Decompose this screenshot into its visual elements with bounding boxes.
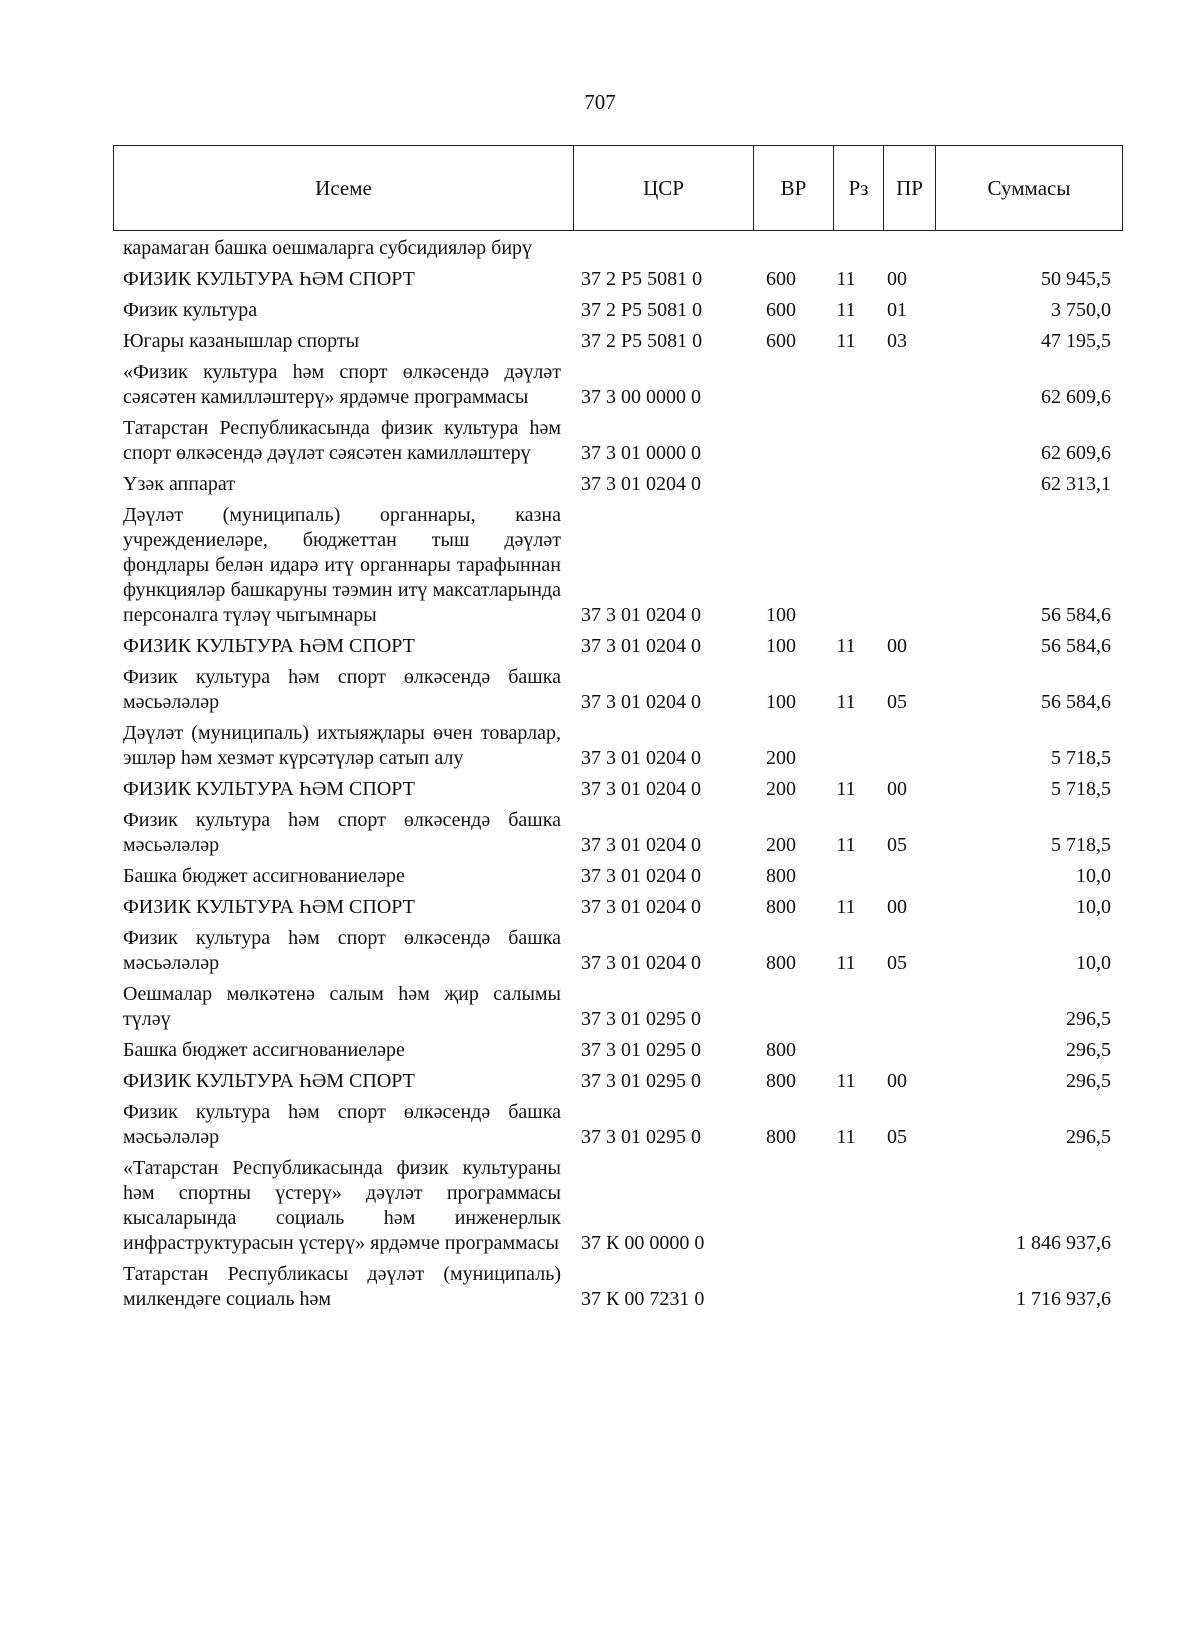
table-row bbox=[113, 360, 1123, 410]
row-pr: 05 bbox=[887, 691, 907, 713]
row-name: Физик культура һәм спорт өлкәсендә башка мәсьәләләр bbox=[123, 809, 561, 856]
table-row bbox=[113, 926, 1123, 976]
row-sum: 296,5 bbox=[1066, 1039, 1111, 1061]
row-pr: 00 bbox=[887, 896, 907, 918]
row-name: Башка бюджет ассигнованиеләре bbox=[123, 1039, 405, 1061]
row-csr: 37 3 01 0204 0 bbox=[581, 896, 701, 918]
row-name: ФИЗИК КУЛЬТУРА ҺӘМ СПОРТ bbox=[123, 268, 415, 290]
table-row bbox=[113, 329, 1123, 354]
row-name: карамаган башка оешмаларга субсидияләр бирү bbox=[123, 237, 533, 259]
row-vr: 800 bbox=[766, 1126, 796, 1148]
row-name: Башка бюджет ассигнованиеләре bbox=[123, 865, 405, 887]
table-row bbox=[113, 1069, 1123, 1094]
row-name: «Татарстан Республикасында физик культураны һәм спортны үстерү» дәүләт программасы кысаларында социаль һәм инженерлык инфраструктурасын үстерү» ярдәмче программасы bbox=[123, 1157, 561, 1254]
row-sum: 1 846 937,6 bbox=[1016, 1232, 1111, 1254]
row-csr: 37 3 01 0204 0 bbox=[581, 691, 701, 713]
row-name: ФИЗИК КУЛЬТУРА ҺӘМ СПОРТ bbox=[123, 1070, 415, 1092]
row-sum: 10,0 bbox=[1076, 952, 1111, 974]
row-vr: 100 bbox=[766, 635, 796, 657]
row-name: ФИЗИК КУЛЬТУРА ҺӘМ СПОРТ bbox=[123, 778, 415, 800]
row-name: Оешмалар мөлкәтенә салым һәм җир салымы түләү bbox=[123, 983, 561, 1030]
table-header bbox=[113, 145, 1123, 231]
row-sum: 62 609,6 bbox=[1041, 386, 1111, 408]
row-csr: 37 3 01 0295 0 bbox=[581, 1126, 701, 1148]
table-row bbox=[113, 721, 1123, 771]
table-row bbox=[113, 1156, 1123, 1256]
table-row bbox=[113, 864, 1123, 889]
row-vr: 200 bbox=[766, 834, 796, 856]
header-rz: Рз bbox=[834, 146, 884, 230]
row-name: Татарстан Республикасында физик культура һәм спорт өлкәсендә дәүләт сәясәтен камилләштерү bbox=[123, 417, 561, 464]
row-csr: 37 3 01 0204 0 bbox=[581, 604, 701, 626]
row-rz: 11 bbox=[836, 330, 856, 352]
row-name: Физик культура һәм спорт өлкәсендә башка мәсьәләләр bbox=[123, 927, 561, 974]
row-vr: 800 bbox=[766, 952, 796, 974]
row-sum: 296,5 bbox=[1066, 1126, 1111, 1148]
row-csr: 37 3 01 0204 0 bbox=[581, 635, 701, 657]
row-name: Физик культура һәм спорт өлкәсендә башка мәсьәләләр bbox=[123, 1101, 561, 1148]
row-rz: 11 bbox=[836, 778, 856, 800]
table-body bbox=[113, 236, 1123, 1318]
row-pr: 05 bbox=[887, 834, 907, 856]
row-pr: 00 bbox=[887, 778, 907, 800]
row-vr: 600 bbox=[766, 330, 796, 352]
row-vr: 600 bbox=[766, 299, 796, 321]
row-sum: 1 716 937,6 bbox=[1016, 1288, 1111, 1310]
row-pr: 05 bbox=[887, 952, 907, 974]
row-csr: 37 2 P5 5081 0 bbox=[581, 299, 703, 321]
row-vr: 100 bbox=[766, 691, 796, 713]
header-pr: ПР bbox=[884, 146, 936, 230]
row-sum: 50 945,5 bbox=[1041, 268, 1111, 290]
header-vr: ВР bbox=[754, 146, 834, 230]
row-rz: 11 bbox=[836, 952, 856, 974]
row-name: ФИЗИК КУЛЬТУРА ҺӘМ СПОРТ bbox=[123, 635, 415, 657]
row-rz: 11 bbox=[836, 268, 856, 290]
row-vr: 800 bbox=[766, 1070, 796, 1092]
row-rz: 11 bbox=[836, 834, 856, 856]
table-row bbox=[113, 472, 1123, 497]
row-pr: 00 bbox=[887, 635, 907, 657]
row-name: Дәүләт (муниципаль) органнары, казна учреждениеләре, бюджеттан тыш дәүләт фондлары белән идарә итү органнары тарафыннан функцияләр башкаруны тәэмин итү максатларында персоналга түләү чыгымнары bbox=[123, 504, 561, 626]
row-pr: 05 bbox=[887, 1126, 907, 1148]
row-sum: 56 584,6 bbox=[1041, 604, 1111, 626]
header-csr: ЦСР bbox=[574, 146, 754, 230]
row-name: Физик культура һәм спорт өлкәсендә башка мәсьәләләр bbox=[123, 666, 561, 713]
table-row bbox=[113, 1262, 1123, 1312]
row-sum: 62 313,1 bbox=[1041, 473, 1111, 495]
row-vr: 100 bbox=[766, 604, 796, 626]
table-row bbox=[113, 503, 1123, 628]
row-name: ФИЗИК КУЛЬТУРА ҺӘМ СПОРТ bbox=[123, 896, 415, 918]
table-row bbox=[113, 982, 1123, 1032]
row-name: «Физик культура һәм спорт өлкәсендә дәүләт сәясәтен камилләштерү» ярдәмче программасы bbox=[123, 361, 561, 408]
row-vr: 800 bbox=[766, 1039, 796, 1061]
row-csr: 37 К 00 0000 0 bbox=[581, 1232, 705, 1254]
table-row bbox=[113, 236, 1123, 261]
row-csr: 37 3 01 0204 0 bbox=[581, 834, 701, 856]
row-name: Физик культура bbox=[123, 299, 258, 321]
row-csr: 37 3 01 0295 0 bbox=[581, 1039, 701, 1061]
row-vr: 600 bbox=[766, 268, 796, 290]
table-row bbox=[113, 665, 1123, 715]
row-rz: 11 bbox=[836, 1126, 856, 1148]
table-row bbox=[113, 298, 1123, 323]
row-sum: 10,0 bbox=[1076, 865, 1111, 887]
row-pr: 00 bbox=[887, 1070, 907, 1092]
header-sum: Суммасы bbox=[987, 175, 1071, 200]
row-csr: 37 3 01 0204 0 bbox=[581, 952, 701, 974]
row-vr: 800 bbox=[766, 896, 796, 918]
row-csr: 37 3 01 0295 0 bbox=[581, 1008, 701, 1030]
table-row bbox=[113, 416, 1123, 466]
row-csr: 37 3 01 0204 0 bbox=[581, 865, 701, 887]
row-pr: 03 bbox=[887, 330, 907, 352]
row-name: Татарстан Республикасы дәүләт (муниципаль) милкендәге социаль һәм bbox=[123, 1263, 561, 1310]
row-rz: 11 bbox=[836, 896, 856, 918]
row-name: Үзәк аппарат bbox=[123, 473, 235, 495]
row-rz: 11 bbox=[836, 635, 856, 657]
table-row bbox=[113, 267, 1123, 292]
row-csr: 37 К 00 7231 0 bbox=[581, 1288, 705, 1310]
table-row bbox=[113, 1038, 1123, 1063]
row-csr: 37 2 P5 5081 0 bbox=[581, 330, 703, 352]
row-rz: 11 bbox=[836, 1070, 856, 1092]
table-row bbox=[113, 777, 1123, 802]
row-sum: 5 718,5 bbox=[1051, 747, 1111, 769]
row-sum: 5 718,5 bbox=[1051, 778, 1111, 800]
row-name: Дәүләт (муниципаль) ихтыяҗлары өчен товарлар, эшләр һәм хезмәт күрсәтүләр сатып алу bbox=[123, 722, 561, 769]
table-row bbox=[113, 634, 1123, 659]
row-pr: 00 bbox=[887, 268, 907, 290]
row-csr: 37 2 P5 5081 0 bbox=[581, 268, 703, 290]
row-sum: 296,5 bbox=[1066, 1008, 1111, 1030]
row-csr: 37 3 01 0204 0 bbox=[581, 778, 701, 800]
row-vr: 800 bbox=[766, 865, 796, 887]
row-sum: 62 609,6 bbox=[1041, 442, 1111, 464]
table-row bbox=[113, 895, 1123, 920]
row-rz: 11 bbox=[836, 691, 856, 713]
row-sum: 3 750,0 bbox=[1051, 299, 1111, 321]
row-csr: 37 3 01 0000 0 bbox=[581, 442, 701, 464]
row-pr: 01 bbox=[887, 299, 907, 321]
row-sum: 296,5 bbox=[1066, 1070, 1111, 1092]
row-csr: 37 3 01 0295 0 bbox=[581, 1070, 701, 1092]
row-vr: 200 bbox=[766, 747, 796, 769]
row-csr: 37 3 00 0000 0 bbox=[581, 386, 701, 408]
row-sum: 10,0 bbox=[1076, 896, 1111, 918]
row-csr: 37 3 01 0204 0 bbox=[581, 747, 701, 769]
row-sum: 5 718,5 bbox=[1051, 834, 1111, 856]
table-row bbox=[113, 808, 1123, 858]
row-csr: 37 3 01 0204 0 bbox=[581, 473, 701, 495]
row-sum: 56 584,6 bbox=[1041, 635, 1111, 657]
row-rz: 11 bbox=[836, 299, 856, 321]
page-number: 707 bbox=[584, 90, 616, 114]
table-row bbox=[113, 1100, 1123, 1150]
row-sum: 47 195,5 bbox=[1041, 330, 1111, 352]
row-sum: 56 584,6 bbox=[1041, 691, 1111, 713]
row-name: Югары казанышлар спорты bbox=[123, 330, 360, 352]
header-name: Исеме bbox=[114, 146, 574, 230]
row-vr: 200 bbox=[766, 778, 796, 800]
